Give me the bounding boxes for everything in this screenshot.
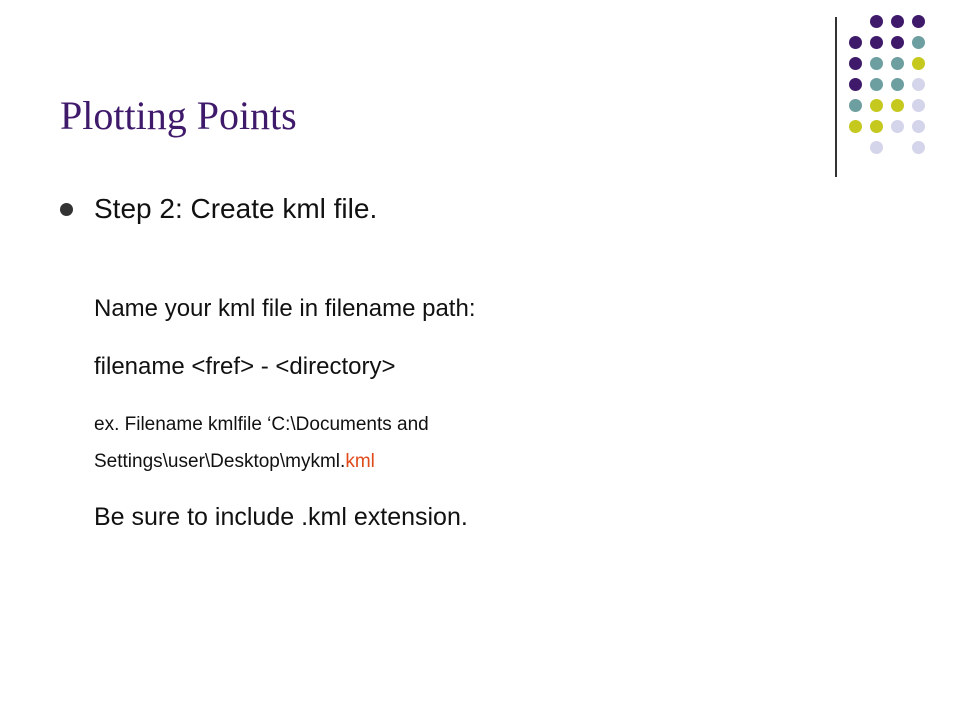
decorative-dot <box>849 36 862 49</box>
example-extension: kml <box>345 451 375 472</box>
decorative-dot <box>870 78 883 91</box>
decorative-dot <box>891 57 904 70</box>
decorative-dot <box>912 99 925 112</box>
decorative-dot <box>870 15 883 28</box>
decorative-dot <box>912 141 925 154</box>
decorative-dot <box>891 15 904 28</box>
decorative-dot <box>912 57 925 70</box>
decorative-dot <box>912 120 925 133</box>
decorative-dot <box>912 36 925 49</box>
decorative-dot <box>870 120 883 133</box>
decorative-dot <box>912 78 925 91</box>
decorative-dot <box>891 99 904 112</box>
syntax-line: filename <fref> - <directory> <box>94 353 396 380</box>
bullet-icon <box>60 203 73 216</box>
name-path-line: Name your kml file in filename path: <box>94 295 476 322</box>
decorative-dot <box>849 120 862 133</box>
decorative-dot <box>849 78 862 91</box>
decorative-dot <box>870 99 883 112</box>
slide-title: Plotting Points <box>60 93 297 138</box>
decorative-dot <box>891 120 904 133</box>
example-path: Settings\user\Desktop\mykml. <box>94 451 346 472</box>
decorative-dot <box>891 36 904 49</box>
example-line-2 <box>94 451 375 473</box>
decorative-dot <box>912 15 925 28</box>
example-line-1: ex. Filename kmlfile ‘C:\Documents and <box>94 414 429 435</box>
reminder-line: Be sure to include .kml extension. <box>94 503 468 531</box>
bullet-step-text: Step 2: Create kml file. <box>94 193 378 224</box>
decorative-dot <box>870 57 883 70</box>
decorative-dot <box>891 78 904 91</box>
vertical-divider <box>835 17 837 177</box>
decorative-dot <box>849 57 862 70</box>
decorative-dot <box>870 141 883 154</box>
decorative-dot <box>870 36 883 49</box>
decorative-dot <box>849 99 862 112</box>
